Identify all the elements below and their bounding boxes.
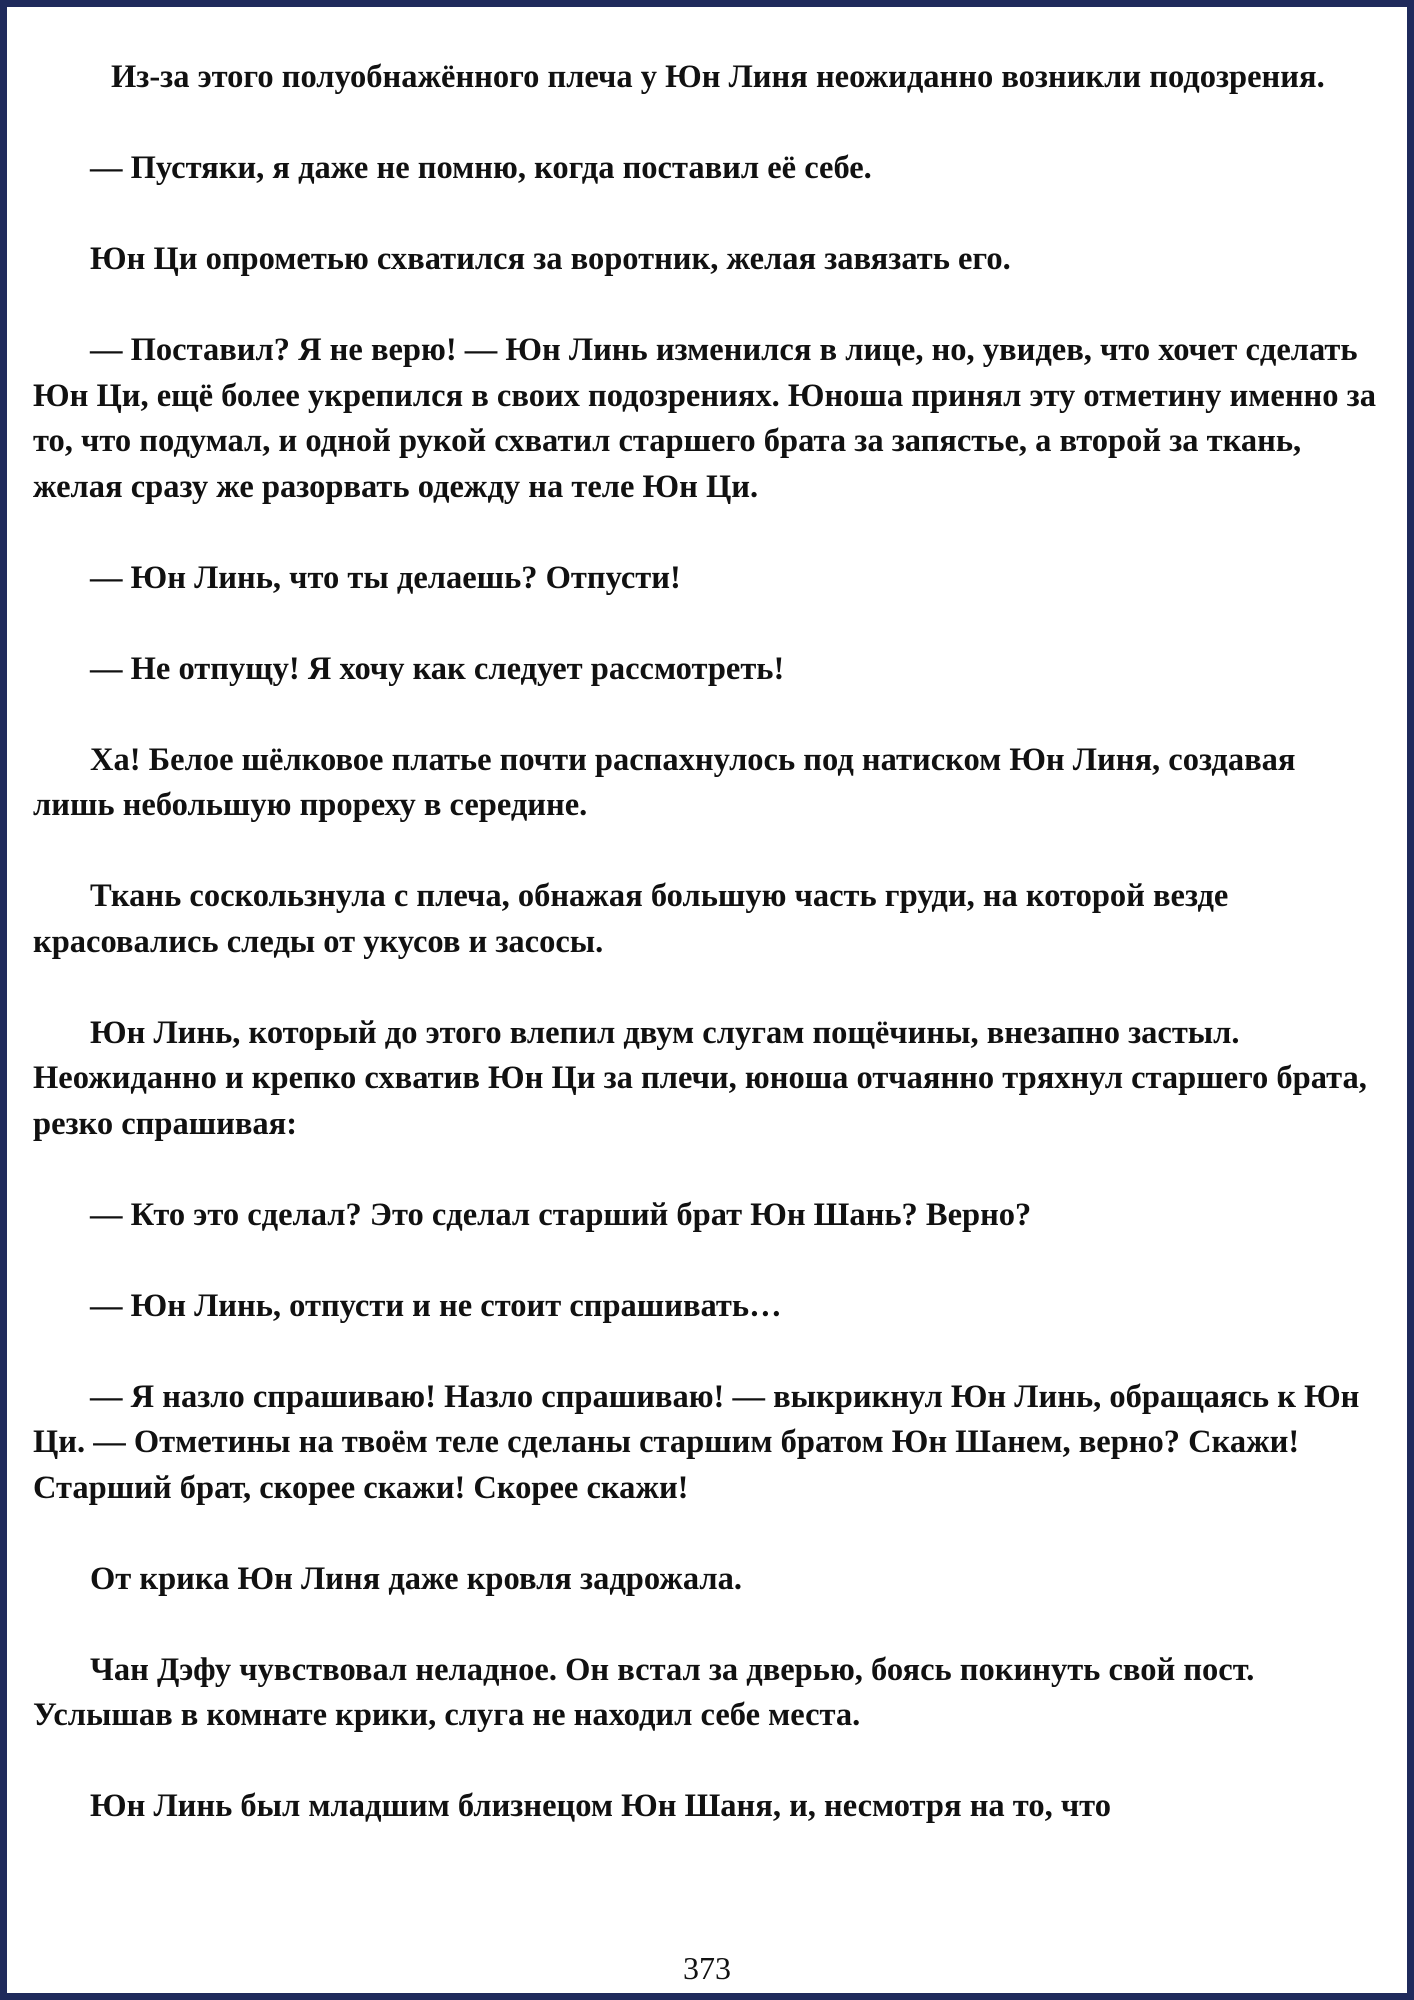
paragraph: — Не отпущу! Я хочу как следует рассмотреть! bbox=[90, 650, 785, 687]
paragraph: Юн Ци опрометью схватился за воротник, желая завязать его. bbox=[90, 241, 1011, 277]
paragraph: — Пустяки, я даже не помню, когда поставил её себе. bbox=[90, 150, 872, 186]
paragraph: Ткань соскользнула с плеча, обнажая большую часть груди, на которой везде красовались следы от укусов и засосы. bbox=[33, 878, 1229, 960]
page-number: 373 bbox=[683, 1950, 731, 1986]
paragraph: Ха! Белое шёлковое платье почти распахнулось под натиском Юн Линя, создавая лишь небольшую прореху в середине. bbox=[33, 741, 1296, 823]
paragraph: От крика Юн Линя даже кровля задрожала. bbox=[90, 1560, 742, 1597]
paragraph: Юн Линь, который до этого влепил двум слугам пощёчины, внезапно застыл. Неожиданно и крепко схватив Юн Ци за плечи, юноша отчаянно тряхнул старшего брата, резко спрашивая: bbox=[33, 1014, 1367, 1142]
paragraph: — Я назло спрашиваю! Назло спрашиваю! — выкрикнул Юн Линь, обращаясь к Юн Ци. — Отметины на твоём теле сделаны старшим братом Юн Шанем, верно? Скажи! Старший брат, скорее скажи! Скорее скажи! bbox=[33, 1378, 1360, 1506]
paragraph: — Юн Линь, что ты делаешь? Отпусти! bbox=[90, 559, 681, 596]
paragraph: Из-за этого полуобнажённого плеча у Юн Линя неожиданно возникли подозрения. bbox=[111, 59, 1325, 95]
paragraph: — Поставил? Я не верю! — Юн Линь изменился в лице, но, увидев, что хочет сделать Юн Ци, ещё более укрепился в своих подозрениях. Юноша принял эту отметину именно за то, что подумал, и одной рукой схватил старшего брата за запястье, а второй за ткань, желая сразу же разорвать одежду на теле Юн Ци. bbox=[33, 332, 1376, 505]
page-body bbox=[33, 55, 1377, 1875]
paragraph: — Кто это сделал? Это сделал старший брат Юн Шань? Верно? bbox=[90, 1196, 1032, 1233]
paragraph: — Юн Линь, отпусти и не стоит спрашивать… bbox=[90, 1287, 782, 1324]
paragraph: Юн Линь был младшим близнецом Юн Шаня, и, несмотря на то, что bbox=[90, 1788, 1111, 1824]
paragraph: Чан Дэфу чувствовал неладное. Он встал за дверью, боясь покинуть свой пост. Услышав в комнате крики, слуга не находил себе места. bbox=[33, 1651, 1255, 1733]
